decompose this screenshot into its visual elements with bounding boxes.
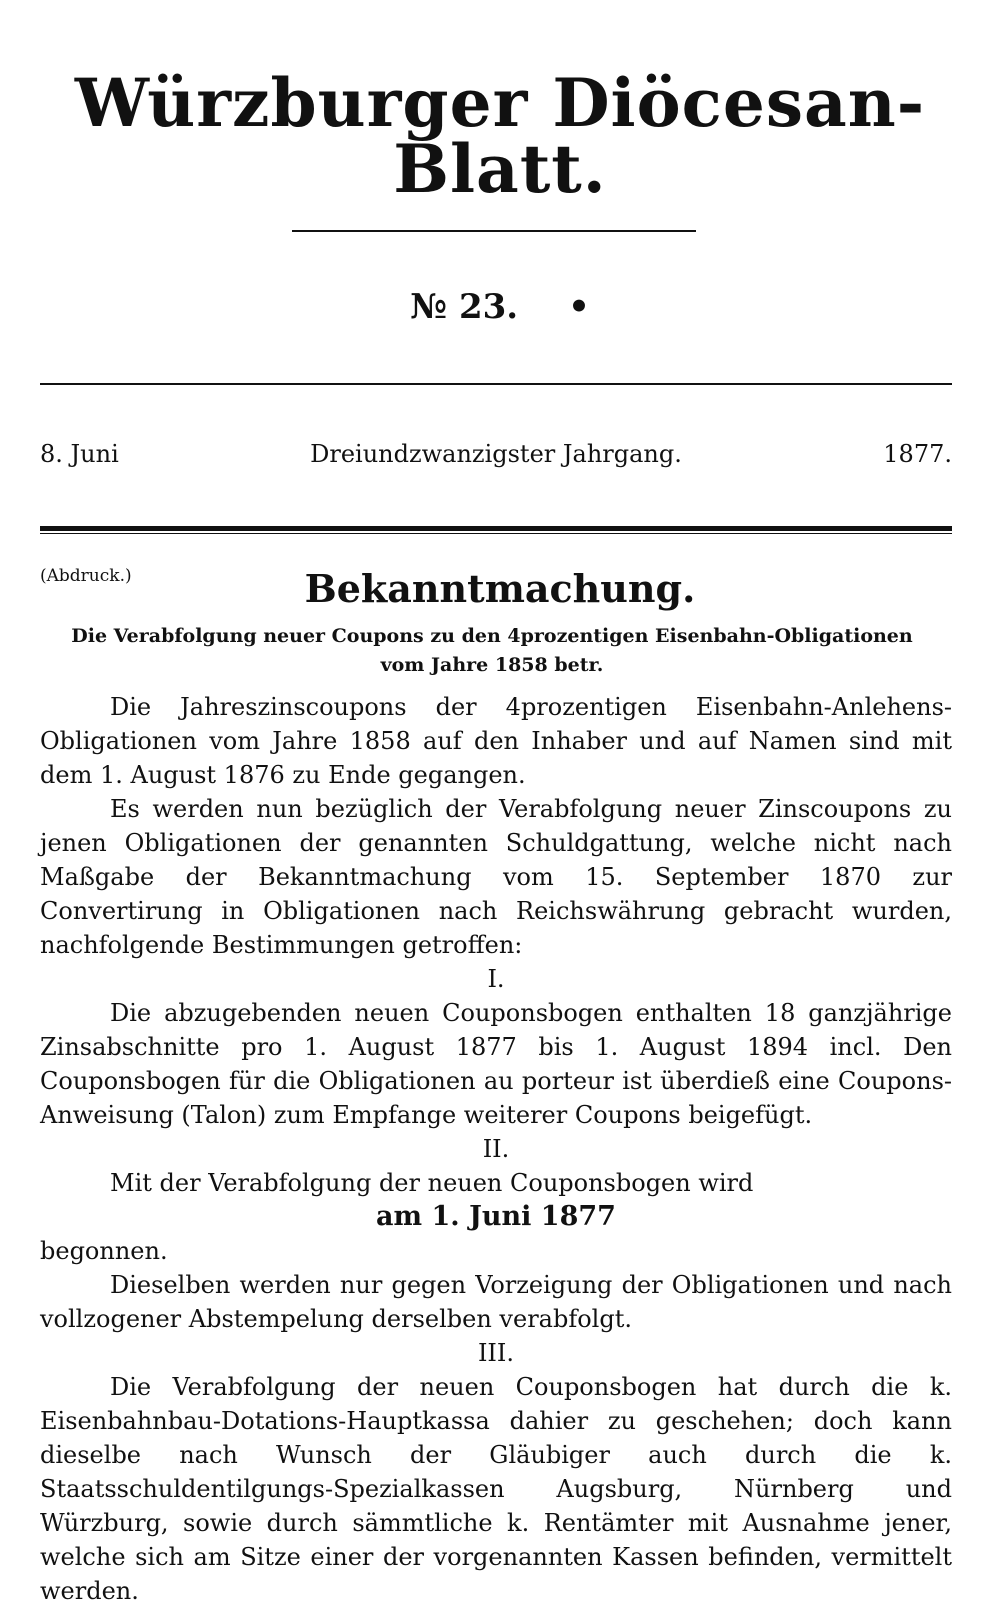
notice-body	[40, 690, 952, 1608]
section-1-numeral: I.	[487, 965, 505, 993]
paragraph-3: Die abzugebenden neuen Couponsbogen enthalten 18 ganzjährige Zinsabschnitte pro 1. August 1877 bis 1. August 1894 incl. Den Couponsbogen für die Obligationen au porteur ist überdieß eine Coupons-Anweisung (Talon) zum Empfange weiterer Coupons beigefügt.	[40, 999, 952, 1129]
reprint-tag: (Abdruck.)	[40, 566, 132, 586]
issue-number	[0, 287, 1000, 327]
notice-subject: Die Verabfolgung neuer Coupons zu den 4prozentigen Eisenbahn-Obligationen vom Jahre 1858 betr.	[71, 625, 913, 676]
section-2-numeral: II.	[482, 1135, 510, 1163]
divider-thick	[40, 526, 952, 531]
issue-year: 1877.	[883, 440, 952, 468]
issue-mark: •	[568, 287, 590, 327]
paragraph-4: Mit der Verabfolgung der neuen Couponsbogen wird	[110, 1169, 754, 1197]
masthead-title: Würzburger Diöcesan-Blatt.	[74, 64, 926, 208]
notice-heading: Bekanntmachung.	[304, 566, 696, 611]
paragraph-6: Die Verabfolgung der neuen Couponsbogen hat durch die k. Eisenbahnbau-Dotations-Hauptkassa dahier zu geschehen; doch kann dieselbe nach Wunsch der Gläubiger auch durch die k. Staatsschuldentilgungs-Spezialkassen Augsburg, Nürnberg und Würzburg, sowie durch sämmtliche k. Rentämter mit Ausnahme jener, welche sich am Sitze einer der vorgenannten Kassen befinden, vermittelt werden.	[40, 1373, 952, 1605]
volume-label: Dreiundzwanzigster Jahrgang.	[310, 440, 682, 468]
paragraph-5: Dieselben werden nur gegen Vorzeigung der Obligationen und nach vollzogener Abstempelung derselben verabfolgt.	[40, 1271, 952, 1333]
start-date: am 1. Juni 1877	[376, 1201, 616, 1232]
paragraph-4-end: begonnen.	[40, 1237, 168, 1265]
divider-thin	[40, 383, 952, 385]
section-3-numeral: III.	[477, 1339, 515, 1367]
issue-date: 8. Juni	[40, 440, 119, 468]
divider-short	[292, 230, 696, 232]
dateline	[40, 440, 952, 470]
paragraph-2: Es werden nun bezüglich der Verabfolgung neuer Zinscoupons zu jenen Obligationen der genannten Schuldgattung, welche nicht nach Maßgabe der Bekanntmachung vom 15. September 1870 zur Convertirung in Obligationen nach Reichswährung gebracht wurden, nachfolgende Bestimmungen getroffen:	[40, 795, 952, 959]
issue-number-text: № 23.	[410, 287, 519, 327]
divider-hair	[40, 533, 952, 534]
paragraph-1: Die Jahreszinscoupons der 4prozentigen Eisenbahn-Anlehens-Obligationen vom Jahre 1858 auf den Inhaber und auf Namen sind mit dem 1. August 1876 zu Ende gegangen.	[40, 693, 952, 789]
